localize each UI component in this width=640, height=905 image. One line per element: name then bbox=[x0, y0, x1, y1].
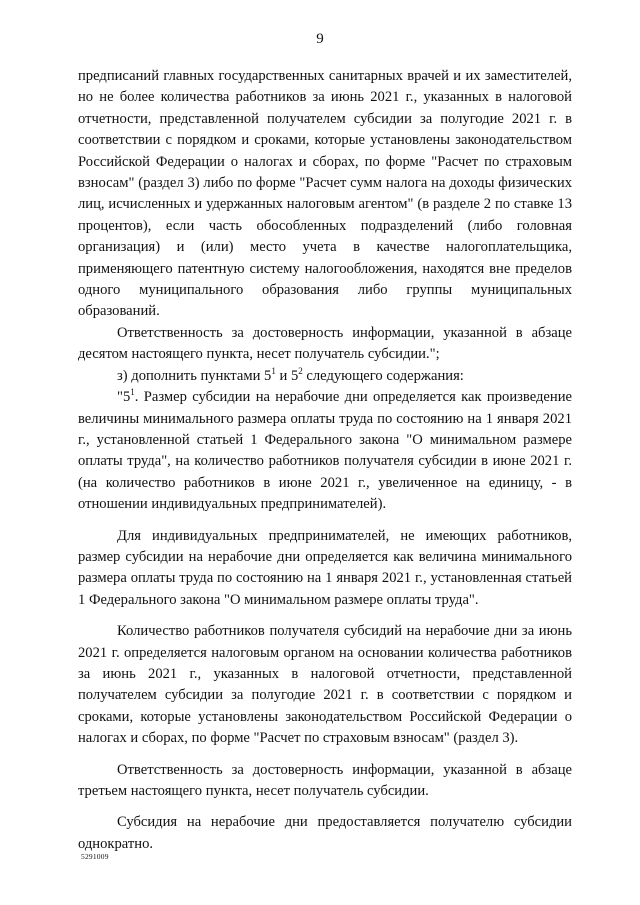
paragraph-employee-count: Количество работников получателя субсидий на нерабочие дни за июнь 2021 г. определяется налоговым органом на основании количества работников за июнь 2021 г., указанных в налоговой отчетности, представленной получателем субсидии за полугодие 2021 г. в соответствии с порядком и сроками, которые установлены законодательством Российской Федерации о налогах и сборах, по форме "Расчет по страховым взносам" (раздел 3). bbox=[78, 623, 572, 747]
paragraph-responsibility-clause: Ответственность за достоверность информации, указанной в абзаце десятом настоящего пункта, несет получатель субсидии."; bbox=[78, 324, 572, 363]
paragraph-individual-entrepreneurs: Для индивидуальных предпринимателей, не имеющих работников, размер субсидии на нерабочие дни определяется как величина минимального размера оплаты труда по состоянию на 1 января 2021 г., установленная статьей 1 Федерального закона "О минимальном размере оплаты труда". bbox=[78, 527, 572, 608]
document-code: 5291009 bbox=[81, 852, 109, 861]
superscript: 1 bbox=[130, 387, 135, 398]
paragraph-continuation: предписаний главных государственных санитарных врачей и их заместителей, но не более количества работников за июнь 2021 г., указанных в налоговой отчетности, представленной получателем субсидии за полугодие 2021 г. в соответствии с порядком и сроками, которые установлены законодательством Российской Федерации о налогах и сборах, по форме "Расчет по страховым взносам" (раздел 3) либо по форме "Расчет сумм налога на доходы физических лиц, исчисленных и удержанных налоговым агентом" (в разделе 2 по ставке 13 процентов), если часть обособленных подразделений (либо головная организация) и (или) место учета в качестве налогоплательщика, применяющего патентную систему налогообложения, находятся вне пределов одного муниципального образования либо группы муниципальных образований. bbox=[78, 68, 572, 320]
paragraph-amendment-intro bbox=[78, 366, 572, 387]
paragraph-subsidy-size bbox=[78, 387, 572, 515]
superscript: 1 bbox=[271, 365, 276, 376]
text-fragment: з) дополнить пунктами 5 bbox=[117, 367, 272, 384]
text-fragment: и 5 bbox=[275, 367, 299, 384]
text-fragment: "5 bbox=[117, 389, 131, 406]
superscript: 2 bbox=[298, 365, 303, 376]
paragraph-responsibility: Ответственность за достоверность информации, указанной в абзаце третьем настоящего пункта, несет получатель субсидии. bbox=[78, 761, 572, 799]
paragraph-one-time-subsidy: Субсидия на нерабочие дни предоставляется получателю субсидии однократно. bbox=[78, 814, 572, 852]
page-number: 9 bbox=[316, 31, 324, 47]
document-body bbox=[78, 66, 572, 855]
text-fragment: . Размер субсидии на нерабочие дни определяется как произведение величины минимального размера оплаты труда по состоянию на 1 января 2021 г., установленной статьей 1 Федерального закона "О минимальном размере оплаты труда", на количество работников получателя субсидии в июне 2021 г. (на количество работников в июне 2021 г., увеличенное на единицу, - в отношении индивидуальных предпринимателей). bbox=[78, 389, 572, 513]
text-fragment: следующего содержания: bbox=[302, 367, 464, 384]
